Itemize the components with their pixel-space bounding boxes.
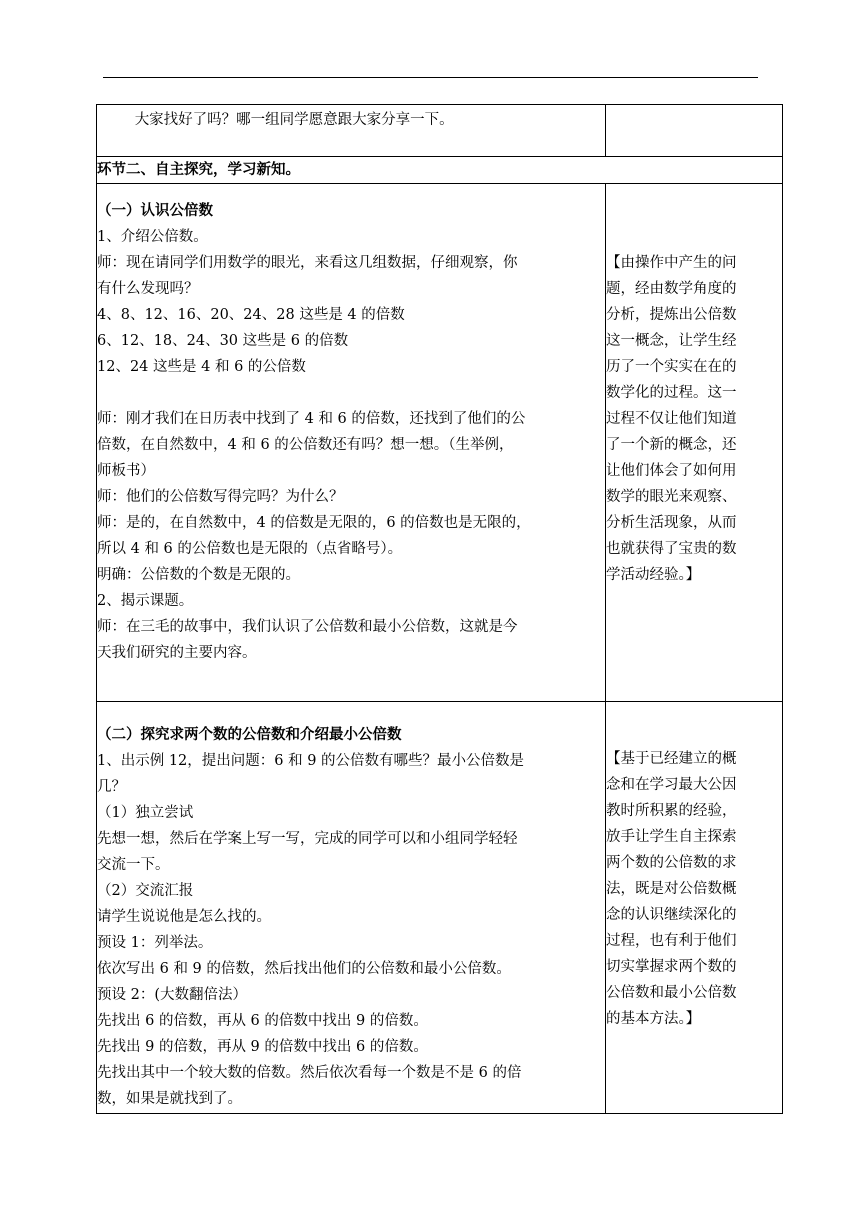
body-line: 明确：公倍数的个数是无限的。	[97, 567, 300, 583]
body-line: （2）交流汇报	[97, 883, 194, 899]
note-line: 也就获得了宝贵的数	[606, 541, 737, 557]
body-line: 预设 1：列举法。	[97, 935, 213, 951]
section2-heading: 环节二、自主探究，学习新知。	[97, 157, 783, 184]
body-line: 1、介绍公倍数。	[97, 229, 208, 245]
body-line: 交流一下。	[97, 857, 170, 873]
note-line: 学活动经验。】	[606, 567, 701, 583]
note-cell	[606, 184, 783, 702]
note-line: 【由操作中产生的问	[606, 255, 737, 271]
blank-line	[97, 380, 605, 406]
note-line: 公倍数和最小公倍数	[606, 985, 737, 1001]
body-line: 师板书）	[97, 463, 155, 479]
body-line: 师：他们的公倍数写得完吗？为什么？	[97, 489, 344, 505]
body-line: 师：在三毛的故事中，我们认识了公倍数和最小公倍数，这就是今	[97, 619, 518, 635]
note-line: 让他们体会了如何用	[606, 463, 737, 479]
note-line: 法，既是对公倍数概	[606, 881, 737, 897]
body-line: 几？	[97, 779, 126, 795]
table-row	[97, 702, 783, 1114]
share-prompt-text: 大家找好了吗？哪一组同学愿意跟大家分享一下。	[134, 112, 454, 128]
note-line: 两个数的公倍数的求	[606, 855, 737, 871]
table-row	[97, 184, 783, 702]
body-line: （1）独立尝试	[97, 805, 194, 821]
body-line: 先找出其中一个较大数的倍数。然后依次看每一个数是不是 6 的倍	[97, 1065, 522, 1081]
body-line: 请学生说说他是怎么找的。	[97, 909, 271, 925]
body-line: 先找出 9 的倍数，再从 9 的倍数中找出 6 的倍数。	[97, 1039, 428, 1055]
note-line: 【基于已经建立的概	[606, 751, 737, 767]
main-cell	[97, 702, 606, 1114]
note-line: 分析，提炼出公倍数	[606, 307, 737, 323]
lesson-plan-table	[96, 104, 783, 1114]
section-heading-row	[97, 157, 783, 184]
body-line: 12、24 这些是 4 和 6 的公倍数	[97, 359, 306, 375]
note-line: 念的认识继续深化的	[606, 907, 737, 923]
note-cell	[606, 702, 783, 1114]
note-line: 过程不仅让他们知道	[606, 411, 737, 427]
note-line: 分析生活现象，从而	[606, 515, 737, 531]
body-line: 师：是的，在自然数中，4 的倍数是无限的，6 的倍数也是无限的，	[97, 515, 531, 531]
note-line: 数学的眼光来观察、	[606, 489, 737, 505]
table-row	[97, 105, 783, 157]
body-line: 天我们研究的主要内容。	[97, 645, 257, 661]
header-rule	[103, 77, 758, 78]
note-line: 这一概念，让学生经	[606, 333, 737, 349]
body-line: 预设 2：(大数翻倍法）	[97, 987, 247, 1003]
note-line: 的基本方法。】	[606, 1011, 701, 1027]
body-line: 2、揭示课题。	[97, 593, 194, 609]
note-line: 历了一个实实在在的	[606, 359, 737, 375]
note-line: 切实掌握求两个数的	[606, 959, 737, 975]
body-line: 依次写出 6 和 9 的倍数，然后找出他们的公倍数和最小公倍数。	[97, 961, 511, 977]
note-line: 题，经由数学角度的	[606, 281, 737, 297]
body-line: 师：刚才我们在日历表中找到了 4 和 6 的倍数，还找到了他们的公	[97, 411, 526, 427]
subsection-heading: （一）认识公倍数	[97, 202, 213, 219]
note-line: 了一个新的概念，还	[606, 437, 737, 453]
main-cell	[97, 184, 606, 702]
note-line: 过程，也有利于他们	[606, 933, 737, 949]
body-line: 所以 4 和 6 的公倍数也是无限的（点省略号）。	[97, 541, 403, 557]
note-line: 放手让学生自主探索	[606, 829, 737, 845]
note-line: 教时所积累的经验，	[606, 803, 737, 819]
note-line: 数学化的过程。这一	[606, 385, 737, 401]
body-line: 先想一想，然后在学案上写一写，完成的同学可以和小组同学轻轻	[97, 831, 518, 847]
body-line: 先找出 6 的倍数，再从 6 的倍数中找出 9 的倍数。	[97, 1013, 428, 1029]
note-line: 念和在学习最大公因	[606, 777, 737, 793]
body-line: 有什么发现吗？	[97, 281, 199, 297]
subsection-heading: （二）探究求两个数的公倍数和介绍最小公倍数	[97, 726, 402, 743]
body-line: 6、12、18、24、30 这些是 6 的倍数	[97, 333, 349, 349]
body-line: 倍数，在自然数中，4 和 6 的公倍数还有吗？想一想。（生举例，	[97, 437, 514, 453]
main-cell	[97, 105, 606, 157]
note-cell	[606, 105, 783, 157]
body-line: 数，如果是就找到了。	[97, 1091, 242, 1107]
body-line: 师：现在请同学们用数学的眼光，来看这几组数据，仔细观察，你	[97, 255, 518, 271]
body-line: 1、出示例 12，提出问题：6 和 9 的公倍数有哪些？最小公倍数是	[97, 753, 525, 769]
body-line: 4、8、12、16、20、24、28 这些是 4 的倍数	[97, 307, 405, 323]
